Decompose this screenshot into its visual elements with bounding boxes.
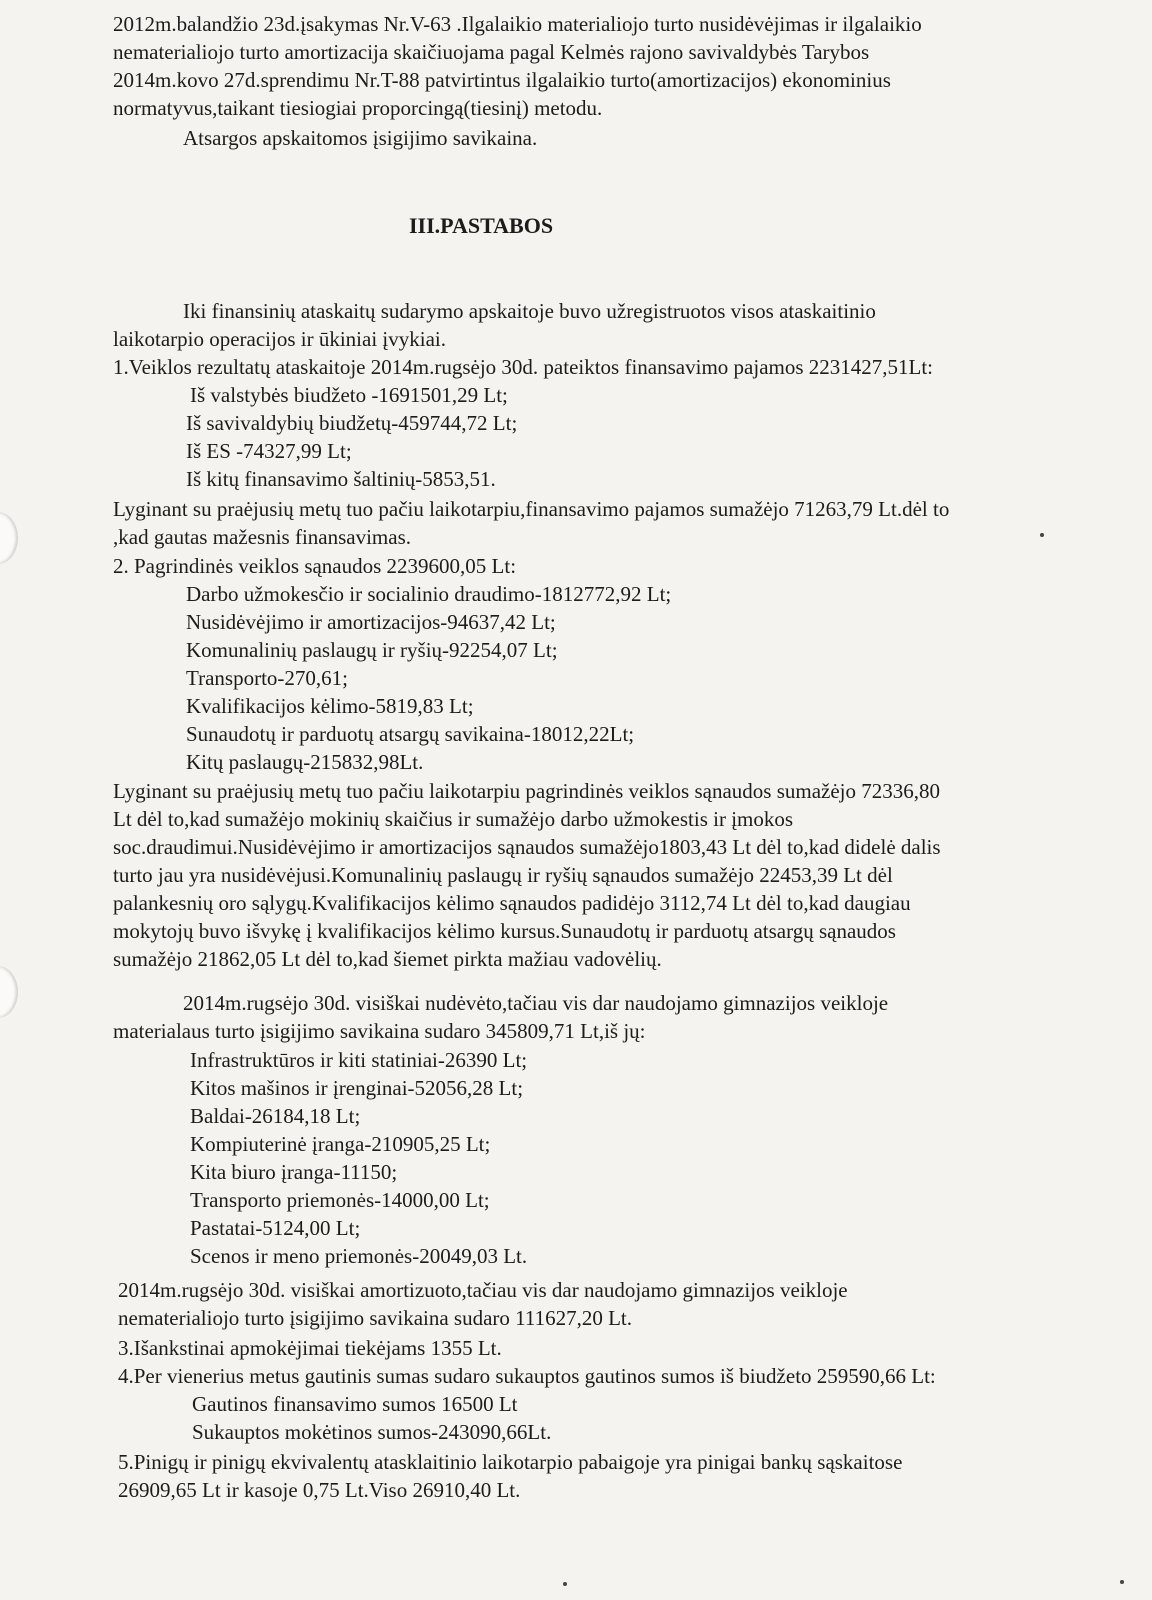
text-line: ,kad gautas mažesnis finansavimas. bbox=[113, 525, 411, 549]
text-line: 2014m.rugsėjo 30d. visiškai amortizuoto,tačiau vis dar naudojamo gimnazijos veikloje bbox=[118, 1278, 848, 1302]
list-item: Baldai-26184,18 Lt; bbox=[190, 1104, 361, 1128]
list-item: Gautinos finansavimo sumos 16500 Lt bbox=[192, 1392, 518, 1416]
binder-hole bbox=[0, 512, 18, 564]
list-item: Kvalifikacijos kėlimo-5819,83 Lt; bbox=[186, 694, 474, 718]
text-line: 26909,65 Lt ir kasoje 0,75 Lt.Viso 26910,40 Lt. bbox=[118, 1478, 521, 1502]
text-line: palankesnių oro sąlygų.Kvalifikacijos kėlimo sąnaudos padidėjo 3112,74 Lt dėl to,kad daugiau bbox=[113, 891, 911, 915]
list-item: Pastatai-5124,00 Lt; bbox=[190, 1216, 361, 1240]
section-title: III.PASTABOS bbox=[409, 213, 554, 238]
text-line: normatyvus,taikant tiesiogiai proporcingą(tiesinį) metodu. bbox=[113, 96, 603, 120]
text-line: mokytojų buvo išvykę į kvalifikacijos kėlimo kursus.Sunaudotų ir parduotų atsargų sąnaudos bbox=[113, 919, 896, 943]
list-item: Sukauptos mokėtinos sumos-243090,66Lt. bbox=[192, 1420, 552, 1444]
list-item: Kitos mašinos ir įrenginai-52056,28 Lt; bbox=[190, 1076, 524, 1100]
text-line: laikotarpio operacijos ir ūkiniai įvykiai. bbox=[113, 327, 446, 351]
list-item: Kitų paslaugų-215832,98Lt. bbox=[186, 750, 424, 774]
text-line: Iki finansinių ataskaitų sudarymo apskaitoje buvo užregistruotos visos ataskaitinio bbox=[183, 299, 876, 323]
list-item: Transporto priemonės-14000,00 Lt; bbox=[190, 1188, 490, 1212]
list-item: Komunalinių paslaugų ir ryšių-92254,07 Lt; bbox=[186, 638, 558, 662]
list-item: Sunaudotų ir parduotų atsargų savikaina-18012,22Lt; bbox=[186, 722, 635, 746]
text-line: 1.Veiklos rezultatų ataskaitoje 2014m.rugsėjo 30d. pateiktos finansavimo pajamos 2231427,51Lt: bbox=[113, 355, 934, 379]
list-item: Iš valstybės biudžeto -1691501,29 Lt; bbox=[190, 383, 508, 407]
list-item: Nusidėvėjimo ir amortizacijos-94637,42 Lt; bbox=[186, 610, 556, 634]
text-line: materialaus turto įsigijimo savikaina sudaro 345809,71 Lt,iš jų: bbox=[113, 1019, 646, 1043]
text-line: 2. Pagrindinės veiklos sąnaudos 2239600,05 Lt: bbox=[113, 554, 517, 578]
list-item: Infrastruktūros ir kiti statiniai-26390 Lt; bbox=[190, 1048, 528, 1072]
text-line: Lyginant su praėjusių metų tuo pačiu laikotarpiu,finansavimo pajamos sumažėjo 71263,79 Lt.dėl to bbox=[113, 497, 950, 521]
text-line: 3.Išankstinai apmokėjimai tiekėjams 1355 Lt. bbox=[118, 1336, 502, 1360]
text-line: Lyginant su praėjusių metų tuo pačiu laikotarpiu pagrindinės veiklos sąnaudos sumažėjo 72336,80 bbox=[113, 779, 941, 803]
text-line: soc.draudimui.Nusidėvėjimo ir amortizacijos sąnaudos sumažėjo1803,43 Lt dėl to,kad didelė dalis bbox=[113, 835, 941, 859]
text-line: Lt dėl to,kad sumažėjo mokinių skaičius ir sumažėjo darbo užmokestis ir įmokos bbox=[113, 807, 794, 831]
speck bbox=[1120, 1580, 1124, 1584]
binder-hole bbox=[0, 966, 18, 1018]
text-line: 2014m.kovo 27d.sprendimu Nr.T-88 patvirtintus ilgalaikio turto(amortizacijos) ekonominius bbox=[113, 68, 891, 92]
text-line: sumažėjo 21862,05 Lt dėl to,kad šiemet pirkta mažiau vadovėlių. bbox=[113, 947, 662, 971]
list-item: Transporto-270,61; bbox=[186, 666, 348, 690]
speck bbox=[1040, 533, 1044, 537]
list-item: Kita biuro įranga-11150; bbox=[190, 1160, 398, 1184]
speck bbox=[563, 1582, 567, 1586]
text-line: nematerialiojo turto amortizacija skaičiuojama pagal Kelmės rajono savivaldybės Tarybos bbox=[113, 40, 870, 64]
text-line: turto jau yra nusidėvėjusi.Komunalinių paslaugų ir ryšių sąnaudos sumažėjo 22453,39 Lt dėl bbox=[113, 863, 893, 887]
list-item: Iš savivaldybių biudžetų-459744,72 Lt; bbox=[186, 411, 518, 435]
list-item: Darbo užmokesčio ir socialinio draudimo-1812772,92 Lt; bbox=[186, 582, 672, 606]
list-item: Iš kitų finansavimo šaltinių-5853,51. bbox=[186, 467, 496, 491]
text-line: 5.Pinigų ir pinigų ekvivalentų atasklaitinio laikotarpio pabaigoje yra pinigai bankų sąskaitose bbox=[118, 1450, 903, 1474]
text-line: Atsargos apskaitomos įsigijimo savikaina. bbox=[183, 126, 538, 150]
list-item: Scenos ir meno priemonės-20049,03 Lt. bbox=[190, 1244, 528, 1268]
text-line: 2014m.rugsėjo 30d. visiškai nudėvėto,tačiau vis dar naudojamo gimnazijos veikloje bbox=[183, 991, 889, 1015]
list-item: Iš ES -74327,99 Lt; bbox=[186, 439, 352, 463]
text-line: 4.Per vienerius metus gautinis sumas sudaro sukauptos gautinos sumos iš biudžeto 259590,66 Lt: bbox=[118, 1364, 936, 1388]
text-line: nematerialiojo turto įsigijimo savikaina sudaro 111627,20 Lt. bbox=[118, 1306, 633, 1330]
list-item: Kompiuterinė įranga-210905,25 Lt; bbox=[190, 1132, 491, 1156]
text-line: 2012m.balandžio 23d.įsakymas Nr.V-63 .Ilgalaikio materialiojo turto nusidėvėjimas ir ilgalaikio bbox=[113, 12, 922, 36]
